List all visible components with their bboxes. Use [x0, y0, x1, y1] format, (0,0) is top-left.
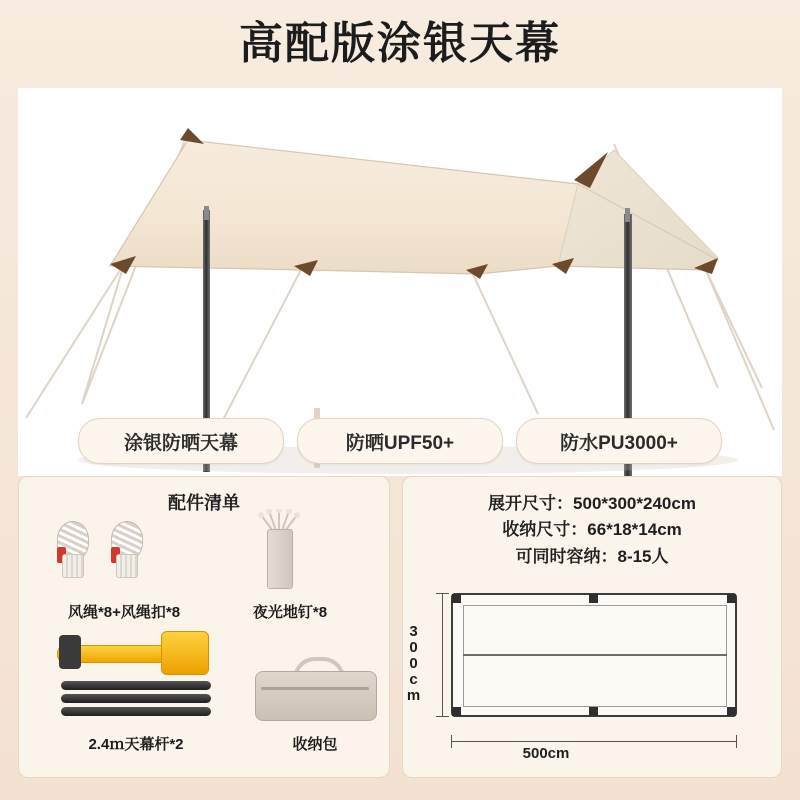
tarp-poles-icon [61, 681, 211, 721]
canopy-main [110, 140, 578, 274]
glow-stakes-icon [249, 509, 309, 587]
page-title-bar [0, 0, 800, 88]
page-title: 高配版涂银天幕 [239, 19, 561, 68]
feature-pill-silver-coating: 涂银防晒天幕 [78, 418, 284, 464]
accessories-title: 配件清单 [168, 493, 240, 513]
canopy-right-wing [558, 150, 718, 270]
spec-packed-size: 收纳尺寸：66*18*14cm [502, 520, 682, 540]
rope-coil-icon [53, 521, 91, 579]
feature-pill-row [18, 418, 782, 464]
accessories-panel [18, 476, 390, 778]
tarp-dimension-diagram [451, 593, 737, 717]
storage-bag-label: 收纳包 [292, 736, 338, 753]
rope-coil-icon [107, 521, 145, 579]
storage-bag-icon [255, 657, 375, 719]
width-dimension-label: 500cm [522, 745, 570, 762]
glow-stakes-label: 夜光地钉*8 [252, 604, 328, 621]
height-dimension-line [433, 593, 451, 717]
feature-pill-upf: 防晒UPF50+ [297, 418, 503, 464]
dimensions-panel [402, 476, 782, 778]
spec-expanded-size: 展开尺寸：500*300*240cm [488, 494, 696, 513]
feature-pill-waterproof: 防水PU3000+ [516, 418, 722, 464]
mallet-icon [57, 629, 217, 677]
rope-set-label: 风绳*8+风绳扣*8 [67, 604, 181, 621]
tarp-poles-label: 2.4ｍ天幕杆*2 [88, 736, 184, 753]
rope-set-icon [53, 521, 145, 579]
height-dimension-label: 300cm [405, 623, 422, 703]
spec-capacity: 可同时容纳：8-15人 [515, 546, 669, 566]
